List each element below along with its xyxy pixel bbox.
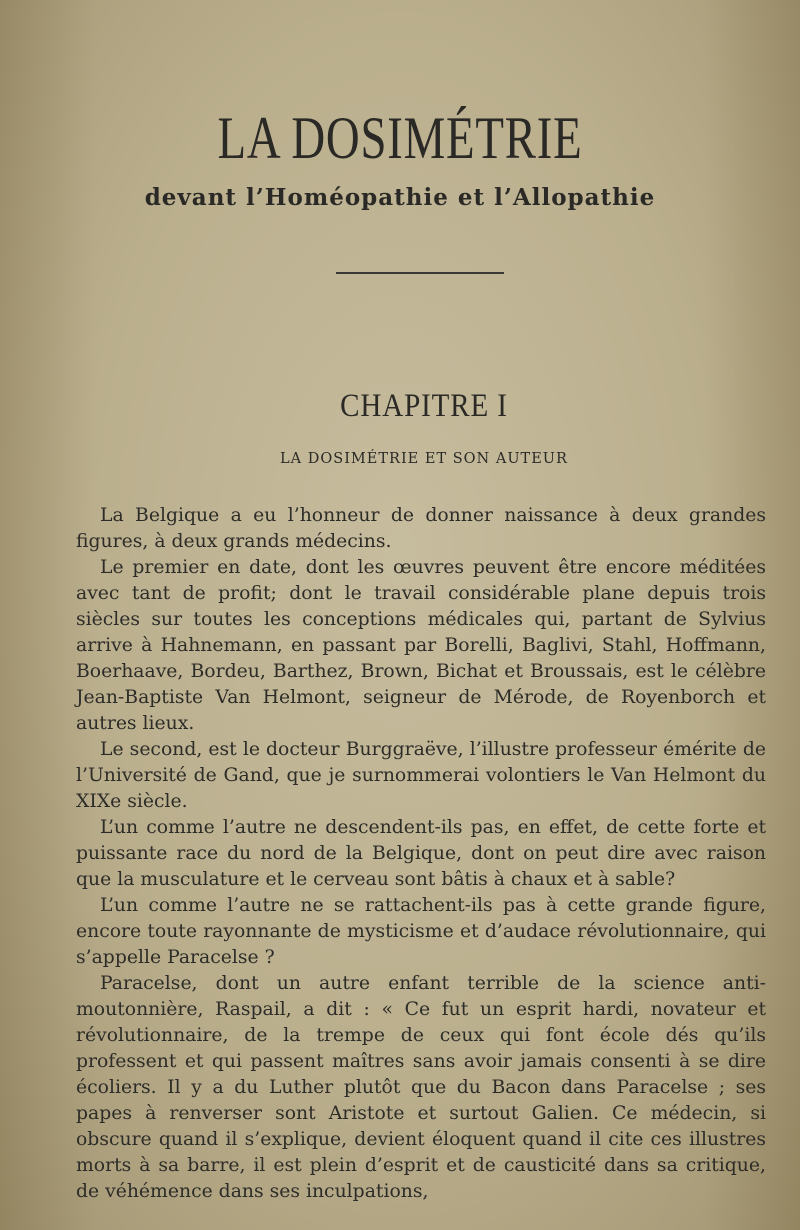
chapter-heading: CHAPITRE I: [340, 388, 508, 424]
title-divider: [336, 272, 504, 274]
paragraph: L’un comme l’autre ne se rattachent-ils pas à cette grande figure, encore toute rayonnante de mysticisme et d’audace révolutionnaire, qui s’appelle Paracelse ?: [76, 895, 766, 968]
section-heading: LA DOSIMÉTRIE ET SON AUTEUR: [280, 451, 568, 467]
paragraph: Le premier en date, dont les œuvres peuvent être encore méditées avec tant de profit; dont le travail considérable plane depuis trois siècles sur toutes les conceptions médicales qui, partant de Sylvius arrive à Hahnemann, en passant par Borelli, Baglivi, Stahl, Hoffmann, Boerhaave, Bordeu, Barthez, Brown, Bichat et Broussais, est le célèbre Jean-Baptiste Van Helmont, seigneur de Mérode, de Royenborch et autres lieux.: [76, 557, 766, 734]
page-title: LA DOSIMÉTRIE: [217, 105, 583, 171]
paragraph: Paracelse, dont un autre enfant terrible de la science anti-moutonnière, Raspail, a dit : « Ce fut un esprit hardi, novateur et révolutionnaire, de la trempe de ceux qui font école dés qu’ils professent et qui passent maîtres sans avoir jamais consenti à se dire écoliers. Il y a du Luther plutôt que du Bacon dans Paracelse ; ses papes à renverser sont Aristote et surtout Galien. Ce médecin, si obscure quand il s’explique, devient éloquent quand il cite ces illustres morts à sa barre, il est plein d’esprit et de causticité dans sa critique, de véhémence dans ses inculpations,: [76, 973, 766, 1202]
page-subtitle: devant l’Homéopathie et l’Allopathie: [144, 184, 656, 211]
body-text: [76, 503, 766, 1205]
paragraph: L’un comme l’autre ne descendent-ils pas, en effet, de cette forte et puissante race du nord de la Belgique, dont on peut dire avec raison que la musculature et le cerveau sont bâtis à chaux et à sable?: [76, 817, 766, 890]
paragraph: Le second, est le docteur Burggraëve, l’illustre professeur émérite de l’Université de Gand, que je surnommerai volontiers le Van Helmont du XIXe siècle.: [76, 739, 766, 812]
paragraph: La Belgique a eu l’honneur de donner naissance à deux grandes figures, à deux grands médecins.: [76, 505, 766, 552]
